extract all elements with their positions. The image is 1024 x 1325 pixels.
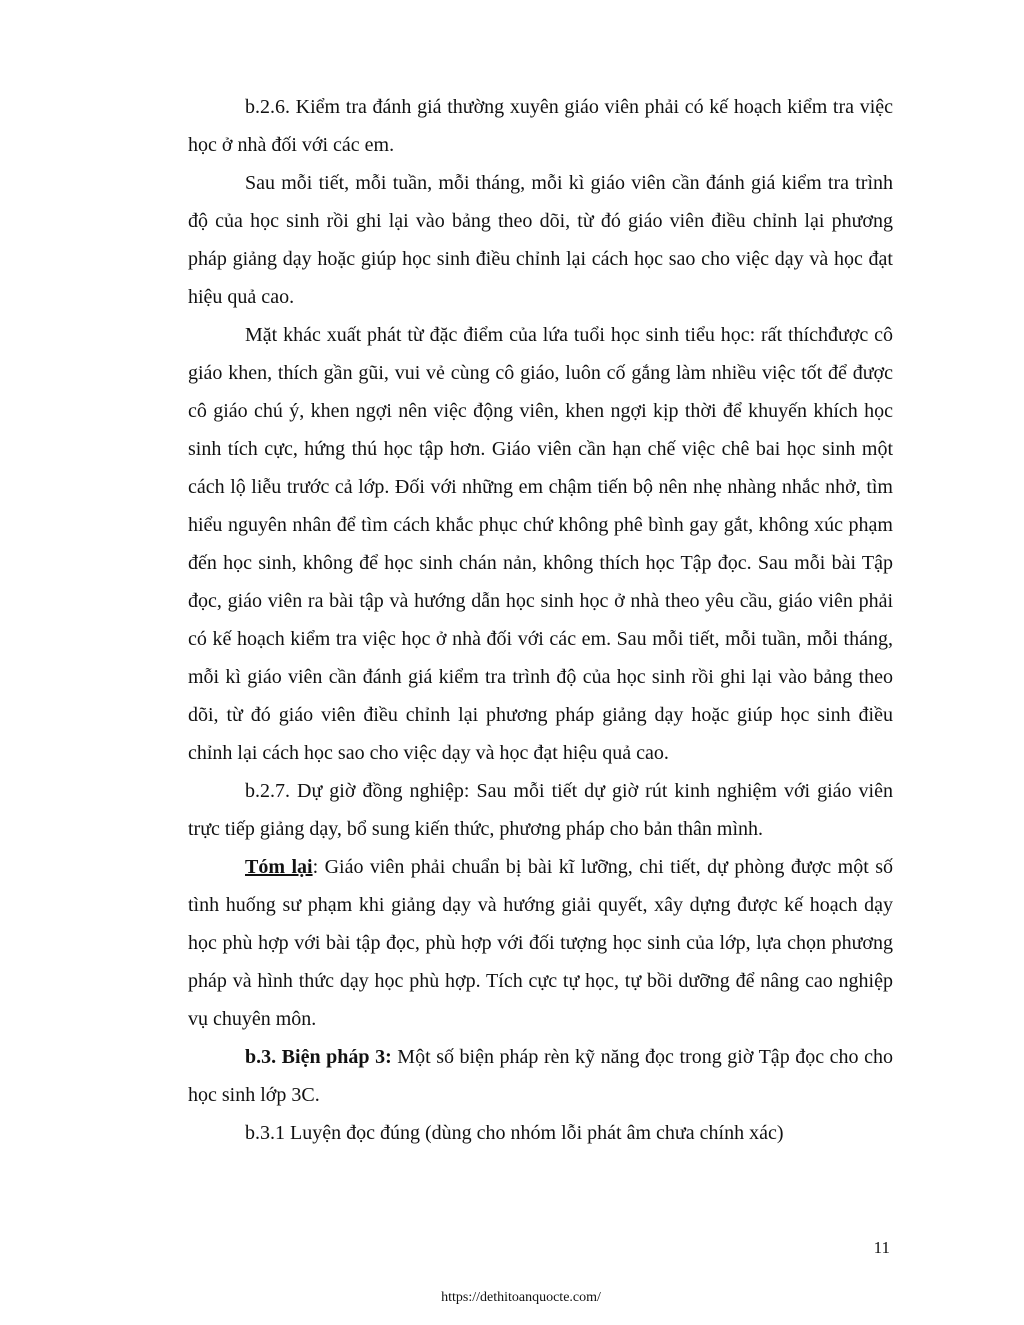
- paragraph-measure-3: [188, 1038, 893, 1114]
- paragraph-b-2-6: b.2.6. Kiểm tra đánh giá thường xuyên giáo viên phải có kế hoạch kiểm tra việc học ở nhà đối với các em.: [188, 96, 893, 156]
- measure-label: b.3. Biện pháp 3:: [245, 1046, 392, 1068]
- paragraph-summary: [188, 848, 893, 1038]
- summary-text: : Giáo viên phải chuẩn bị bài kĩ lưỡng, chi tiết, dự phòng được một số tình huống sư phạm khi giảng dạy và hướng giải quyết, xây dựng được kế hoạch dạy học phù hợp với bài tập đọc, phù hợp với đối tượng học sinh của lớp, lựa chọn phương pháp và hình thức dạy học phù hợp. Tích cực tự học, tự bồi dưỡng để nâng cao nghiệp vụ chuyên môn.: [188, 856, 893, 1030]
- summary-label: Tóm lại: [245, 856, 313, 878]
- paragraph-b-2-7: b.2.7. Dự giờ đồng nghiệp: Sau mỗi tiết dự giờ rút kinh nghiệm với giáo viên trực tiếp giảng dạy, bổ sung kiến thức, phương pháp cho bản thân mình.: [188, 780, 893, 840]
- document-body: [188, 88, 893, 1152]
- page-number: 11: [873, 1238, 890, 1257]
- footer-url: https://dethitoanquocte.com/: [441, 1290, 601, 1305]
- paragraph-assessment: Sau mỗi tiết, mỗi tuần, mỗi tháng, mỗi kì giáo viên cần đánh giá kiểm tra trình độ của học sinh rồi ghi lại vào bảng theo dõi, từ đó giáo viên điều chỉnh lại phương pháp giảng dạy hoặc giúp học sinh điều chỉnh lại cách học sao cho việc dạy và học đạt hiệu quả cao.: [188, 172, 893, 308]
- paragraph-b-3-1: b.3.1 Luyện đọc đúng (dùng cho nhóm lỗi phát âm chưa chính xác): [245, 1122, 784, 1144]
- paragraph-student-age: Mặt khác xuất phát từ đặc điểm của lứa tuổi học sinh tiểu học: rất thíchđược cô giáo khen, thích gần gũi, vui vẻ cùng cô giáo, luôn cố gắng làm nhiều việc tốt để được cô giáo chú ý, khen ngợi nên việc động viên, khen ngợi kịp thời để khuyến khích học sinh tích cực, hứng thú học tập hơn. Giáo viên cần hạn chế việc chê bai học sinh một cách lộ liễu trước cả lớp. Đối với những em chậm tiến bộ nên nhẹ nhàng nhắc nhở, tìm hiểu nguyên nhân để tìm cách khắc phục chứ không phê bình gay gắt, không xúc phạm đến học sinh, không để học sinh chán nản, không thích học Tập đọc. Sau mỗi bài Tập đọc, giáo viên ra bài tập và hướng dẫn học sinh học ở nhà theo yêu cầu, giáo viên phải có kế hoạch kiểm tra việc học ở nhà đối với các em. Sau mỗi tiết, mỗi tuần, mỗi tháng, mỗi kì giáo viên cần đánh giá kiểm tra trình độ của học sinh rồi ghi lại vào bảng theo dõi, từ đó giáo viên điều chỉnh lại phương pháp giảng dạy hoặc giúp học sinh điều chỉnh lại cách học sao cho việc dạy và học đạt hiệu quả cao.: [188, 324, 893, 764]
- measure-text: Một số biện pháp rèn kỹ năng đọc trong giờ Tập đọc cho cho học sinh lớp 3C.: [188, 1046, 893, 1106]
